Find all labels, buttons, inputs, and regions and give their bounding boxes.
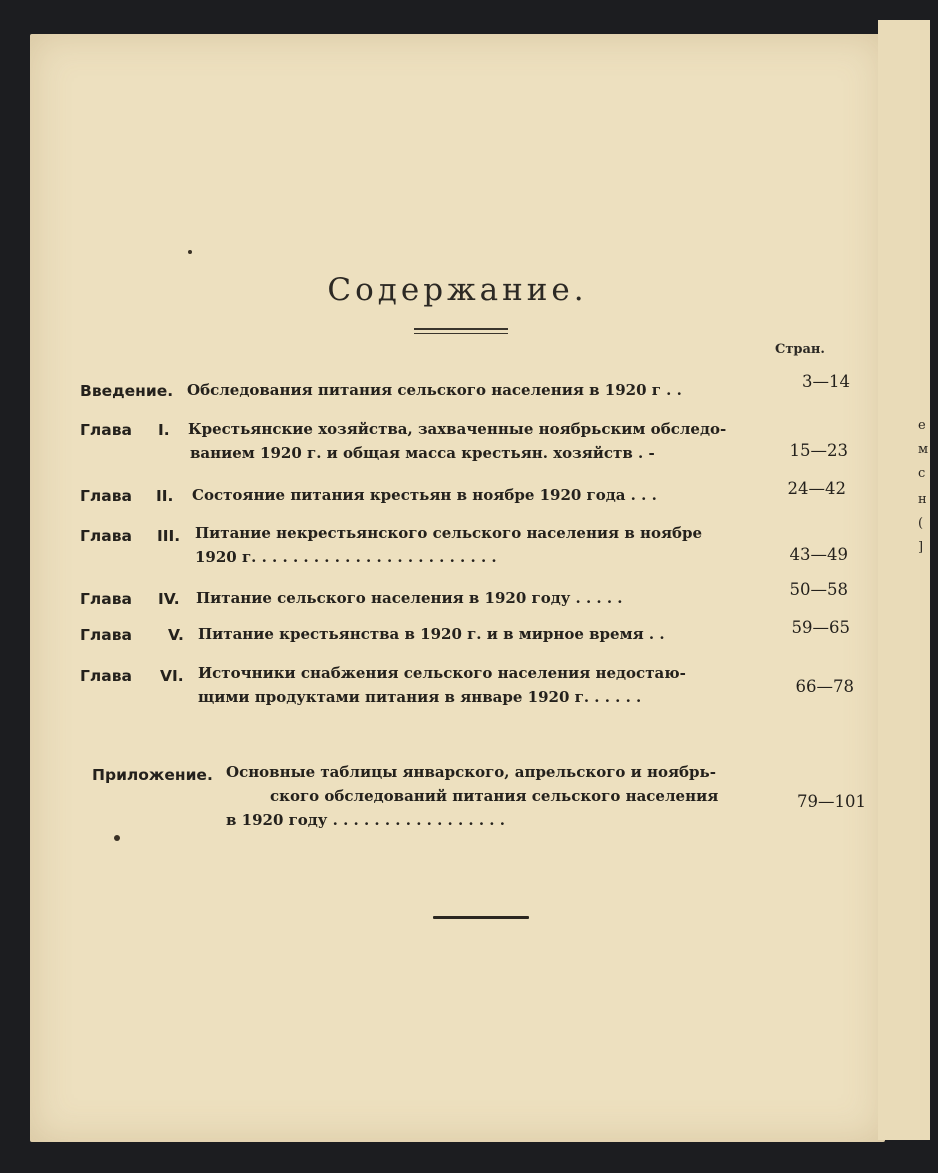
entry-chapter-number: III. [157, 527, 181, 545]
entry-pages: 15—23 [789, 441, 848, 460]
entry-title-line: 1920 г. . . . . . . . . . . . . . . . . . . . . . . . [195, 548, 497, 566]
entry-label: Глава [80, 667, 132, 685]
toc-entry-introduction [80, 372, 860, 412]
entry-title-line: в 1920 году . . . . . . . . . . . . . . . . . [226, 811, 505, 829]
adjacent-page-text: н [918, 492, 927, 507]
ink-speck [188, 250, 192, 254]
adjacent-page-text: с [918, 466, 926, 481]
entry-title-line: Питание крестьянства в 1920 г. и в мирное время . . [198, 625, 665, 643]
adjacent-page-text: ] [918, 540, 924, 555]
entry-pages: 66—78 [795, 677, 854, 696]
entry-label: Глава [80, 626, 132, 644]
entry-pages: 50—58 [789, 580, 848, 599]
entry-pages: 43—49 [789, 545, 848, 564]
entry-title-line: ского обследований питания сельского населения [270, 787, 719, 805]
adjacent-page-edge [878, 20, 930, 1140]
toc-entry-chapter-5 [80, 618, 860, 658]
closing-rule [433, 916, 529, 919]
entry-chapter-number: I. [158, 421, 170, 439]
toc-entry-chapter-2 [80, 479, 860, 519]
entry-label: Глава [80, 421, 132, 439]
entry-chapter-number: IV. [158, 590, 180, 608]
entry-title-line: Питание сельского населения в 1920 году . . . . . [196, 589, 623, 607]
entry-title-line: Крестьянские хозяйства, захваченные ноябрьским обследо- [188, 420, 727, 438]
entry-title-line: щими продуктами питания в январе 1920 г. . . . . . [198, 688, 642, 706]
toc-entry-chapter-3 [80, 521, 860, 571]
page-title: Содержание. [327, 272, 588, 308]
entry-title-line: Основные таблицы январского, апрельского и ноябрь- [226, 763, 716, 781]
entry-title-line: Питание некрестьянского сельского населения в ноябре [195, 524, 703, 542]
entry-title-line: Состояние питания крестьян в ноябре 1920 года . . . [192, 486, 657, 504]
toc-entry-chapter-6 [80, 661, 860, 711]
entry-chapter-number: V. [168, 626, 184, 644]
toc-entry-appendix [80, 756, 866, 836]
entry-title-line: Источники снабжения сельского населения недостаю- [198, 664, 686, 682]
entry-chapter-number: II. [156, 487, 174, 505]
pages-column-header: Стран. [775, 342, 825, 357]
entry-label: Глава [80, 487, 132, 505]
entry-chapter-number: VI. [160, 667, 184, 685]
entry-pages: 79—101 [797, 792, 866, 811]
entry-pages: 59—65 [791, 618, 850, 637]
title-rule [414, 328, 508, 330]
entry-label: Глава [80, 590, 132, 608]
title-rule-thin [414, 333, 508, 334]
entry-pages: 3—14 [802, 372, 850, 391]
entry-label: Глава [80, 527, 132, 545]
entry-label: Приложение. [92, 766, 213, 784]
adjacent-page-text: ( [918, 516, 924, 531]
entry-title-line: ванием 1920 г. и общая масса крестьян. хозяйств . - [190, 444, 655, 462]
entry-title-line: Обследования питания сельского населения в 1920 г . . [187, 381, 682, 399]
toc-entry-chapter-1 [80, 417, 860, 467]
document-page [30, 34, 885, 1142]
entry-pages: 24—42 [787, 479, 846, 498]
toc-entry-chapter-4 [80, 580, 860, 620]
entry-label: Введение. [80, 382, 174, 400]
adjacent-page-text: м [918, 442, 929, 457]
adjacent-page-text: е [918, 418, 926, 433]
